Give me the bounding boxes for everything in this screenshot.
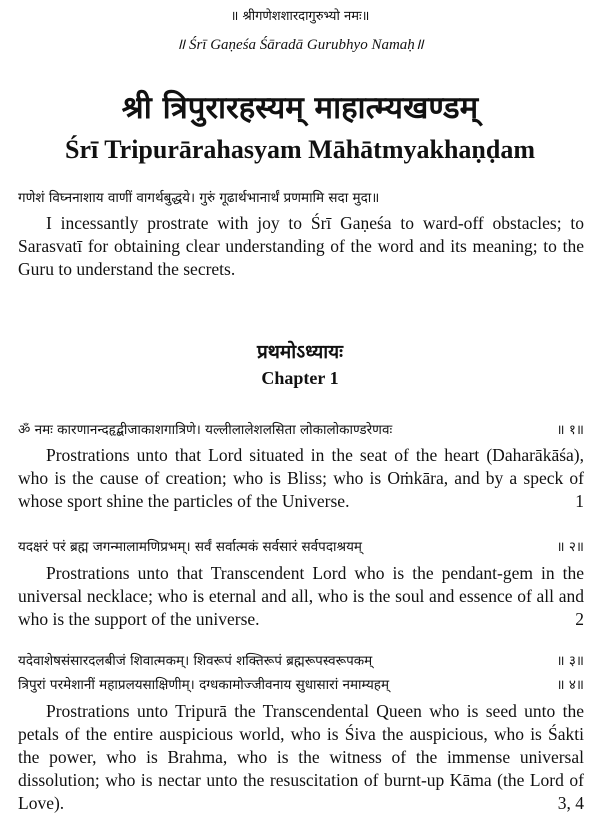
verse-3 [18,651,584,669]
title-roman: Śrī Tripurārahasyam Māhātmyakhaṇḍam [65,135,535,164]
verse-4-number: ॥ ४॥ [556,677,584,693]
prose-3 [18,700,584,815]
prose-1-text: Prostrations unto that Lord situated in the seat of the heart (Daharākāśa), who is the cause of creation; who is Bliss; who is Oṁkāra, and by a speck of whose sport shine the particles of the Universe. [18,445,584,511]
invocation-devanagari: ॥ श्रीगणेशशारदागुरुभ्यो नमः॥ [230,9,370,24]
verse-2-number: ॥ २॥ [556,539,584,555]
chapter-heading: Chapter 1 [261,368,339,388]
verse-2-text: यदक्षरं परं ब्रह्म जगन्मालामणिप्रभम्। सर्वं सर्वात्मकं सर्वसारं सर्वपदाश्रयम् [18,539,362,555]
prose-1 [18,444,584,513]
intro-prose: I incessantly prostrate with joy to Śrī Gaṇeśa to ward-off obstacles; to Sarasvatī for obtaining clear understanding of the word and its meaning; to the Guru to understand the secrets. [18,213,584,279]
chapter-heading-devanagari: प्रथमोऽध्यायः [256,341,344,363]
prose-3-number: 3, 4 [557,793,584,813]
prose-2-text: Prostrations unto that Transcendent Lord who is the pendant-gem in the universal necklace; who is eternal and all, who is the soul and essence of all and who is the support of the universe. [18,563,584,629]
verse-4-text: त्रिपुरां परमेशानीं महाप्रलयसाक्षिणीम्। दग्धकामोज्जीवनाय सुधासारां नमाम्यहम् [18,677,390,693]
verse-3-text: यदेवाशेषसंसारदलबीजं शिवात्मकम्। शिवरूपं शक्तिरूपं ब्रह्मरूपस्वरूपकम् [18,653,373,669]
prose-2-number: 2 [575,609,584,629]
verse-1-text: ॐ नमः कारणानन्दहृद्बीजाकाशगात्रिणे। यल्लीलालेशलसिता लोकालोकाण्डरेणवः [18,422,393,438]
invocation-roman: ॥ Śrī Gaṇeśa Śāradā Gurubhyo Namaḥ॥ [176,37,424,53]
prose-1-number: 1 [575,491,584,511]
verse-2 [18,537,584,555]
intro-verse: गणेशं विघ्ननाशाय वाणीं वागर्थबुद्धये। गुरुं गूढार्थभानार्थं प्रणमामि सदा मुदा॥ [18,190,380,206]
title-devanagari: श्री त्रिपुरारहस्यम् माहात्म्यखण्डम् [121,90,479,126]
prose-2 [18,562,584,631]
verse-3-number: ॥ ३॥ [556,653,584,669]
verse-4 [18,675,584,693]
verse-1 [18,420,584,438]
verse-1-number: ॥ १॥ [556,422,584,438]
prose-3-text: Prostrations unto Tripurā the Transcendental Queen who is seed unto the petals of the entire auspicious world, who is Śiva the auspicious, who is Śakti the power, who is Brahma, who is the witness of the immense universal dissolution; who is nectar unto the resuscitation of burnt-up Kāma (the Lord of Love). [18,701,584,813]
